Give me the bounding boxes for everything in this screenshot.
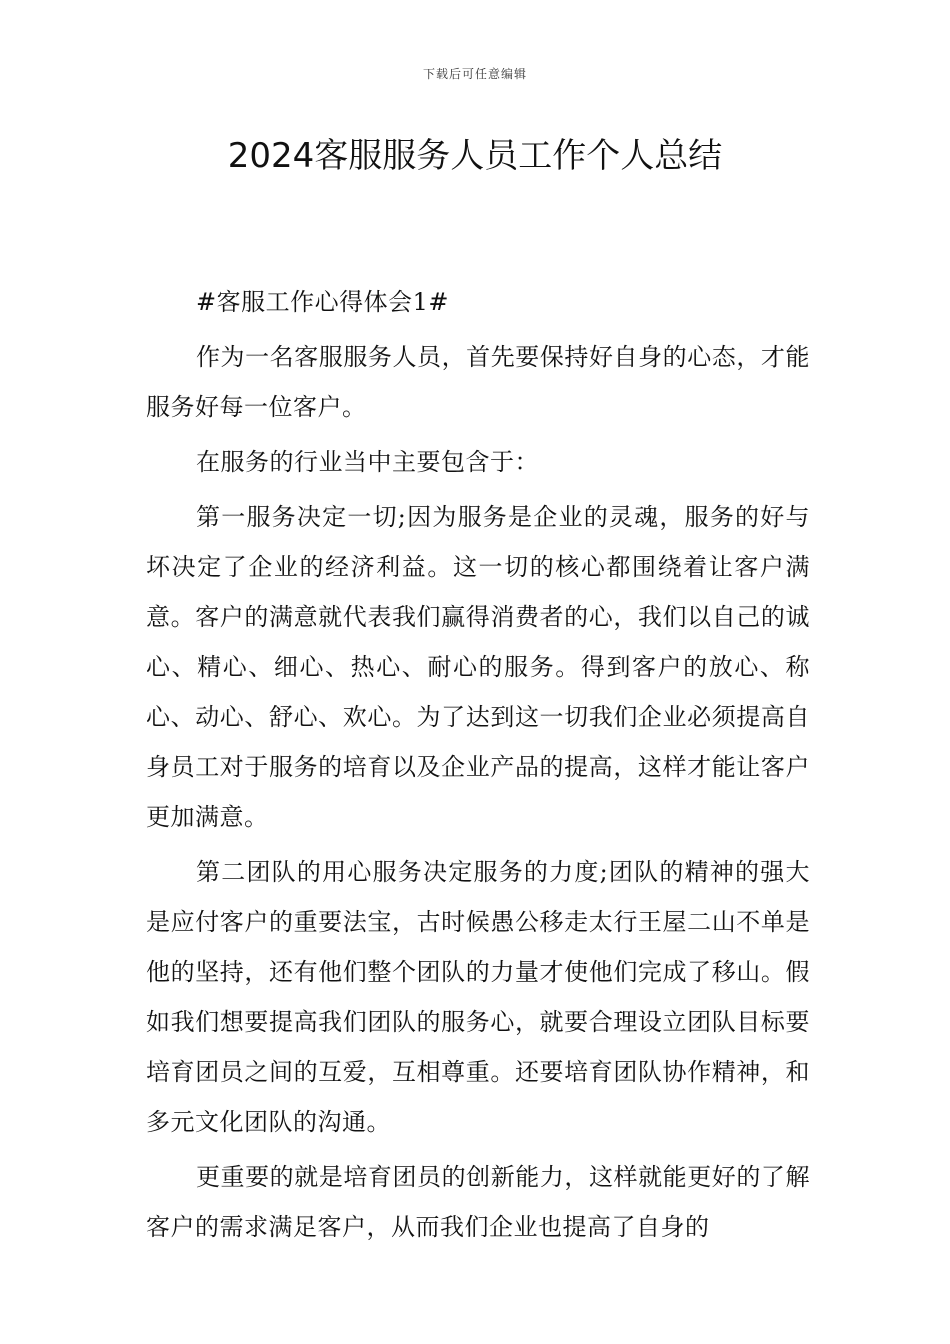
paragraph: 作为一名客服服务人员，首先要保持好自身的心态，才能服务好每一位客户。 <box>146 343 810 421</box>
paragraph: 第一服务决定一切;因为服务是企业的灵魂，服务的好与坏决定了企业的经济利益。这一切的核心都围绕着让客户满意。客户的满意就代表我们赢得消费者的心，我们以自己的诚心、精心、细心、热心、耐心的服务。得到客户的放心、称心、动心、舒心、欢心。为了达到这一切我们企业必须提高自身员工对于服务的培育以及企业产品的提高，这样才能让客户更加满意。 <box>146 503 810 831</box>
document-body <box>146 277 810 1257</box>
header-note: 下载后可任意编辑 <box>422 67 527 81</box>
document-title: 2024客服服务人员工作个人总结 <box>227 136 723 176</box>
section-heading: #客服工作心得体会1# <box>196 288 449 316</box>
paragraph: 第二团队的用心服务决定服务的力度;团队的精神的强大是应付客户的重要法宝，古时候愚公移走太行王屋二山不单是他的坚持，还有他们整个团队的力量才使他们完成了移山。假如我们想要提高我们团队的服务心，就要合理设立团队目标要培育团员之间的互爱，互相尊重。还要培育团队协作精神，和多元文化团队的沟通。 <box>146 858 810 1136</box>
paragraph: 在服务的行业当中主要包含于： <box>196 448 539 476</box>
paragraph: 更重要的就是培育团员的创新能力，这样就能更好的了解客户的需求满足客户，从而我们企业也提高了自身的 <box>146 1163 810 1241</box>
